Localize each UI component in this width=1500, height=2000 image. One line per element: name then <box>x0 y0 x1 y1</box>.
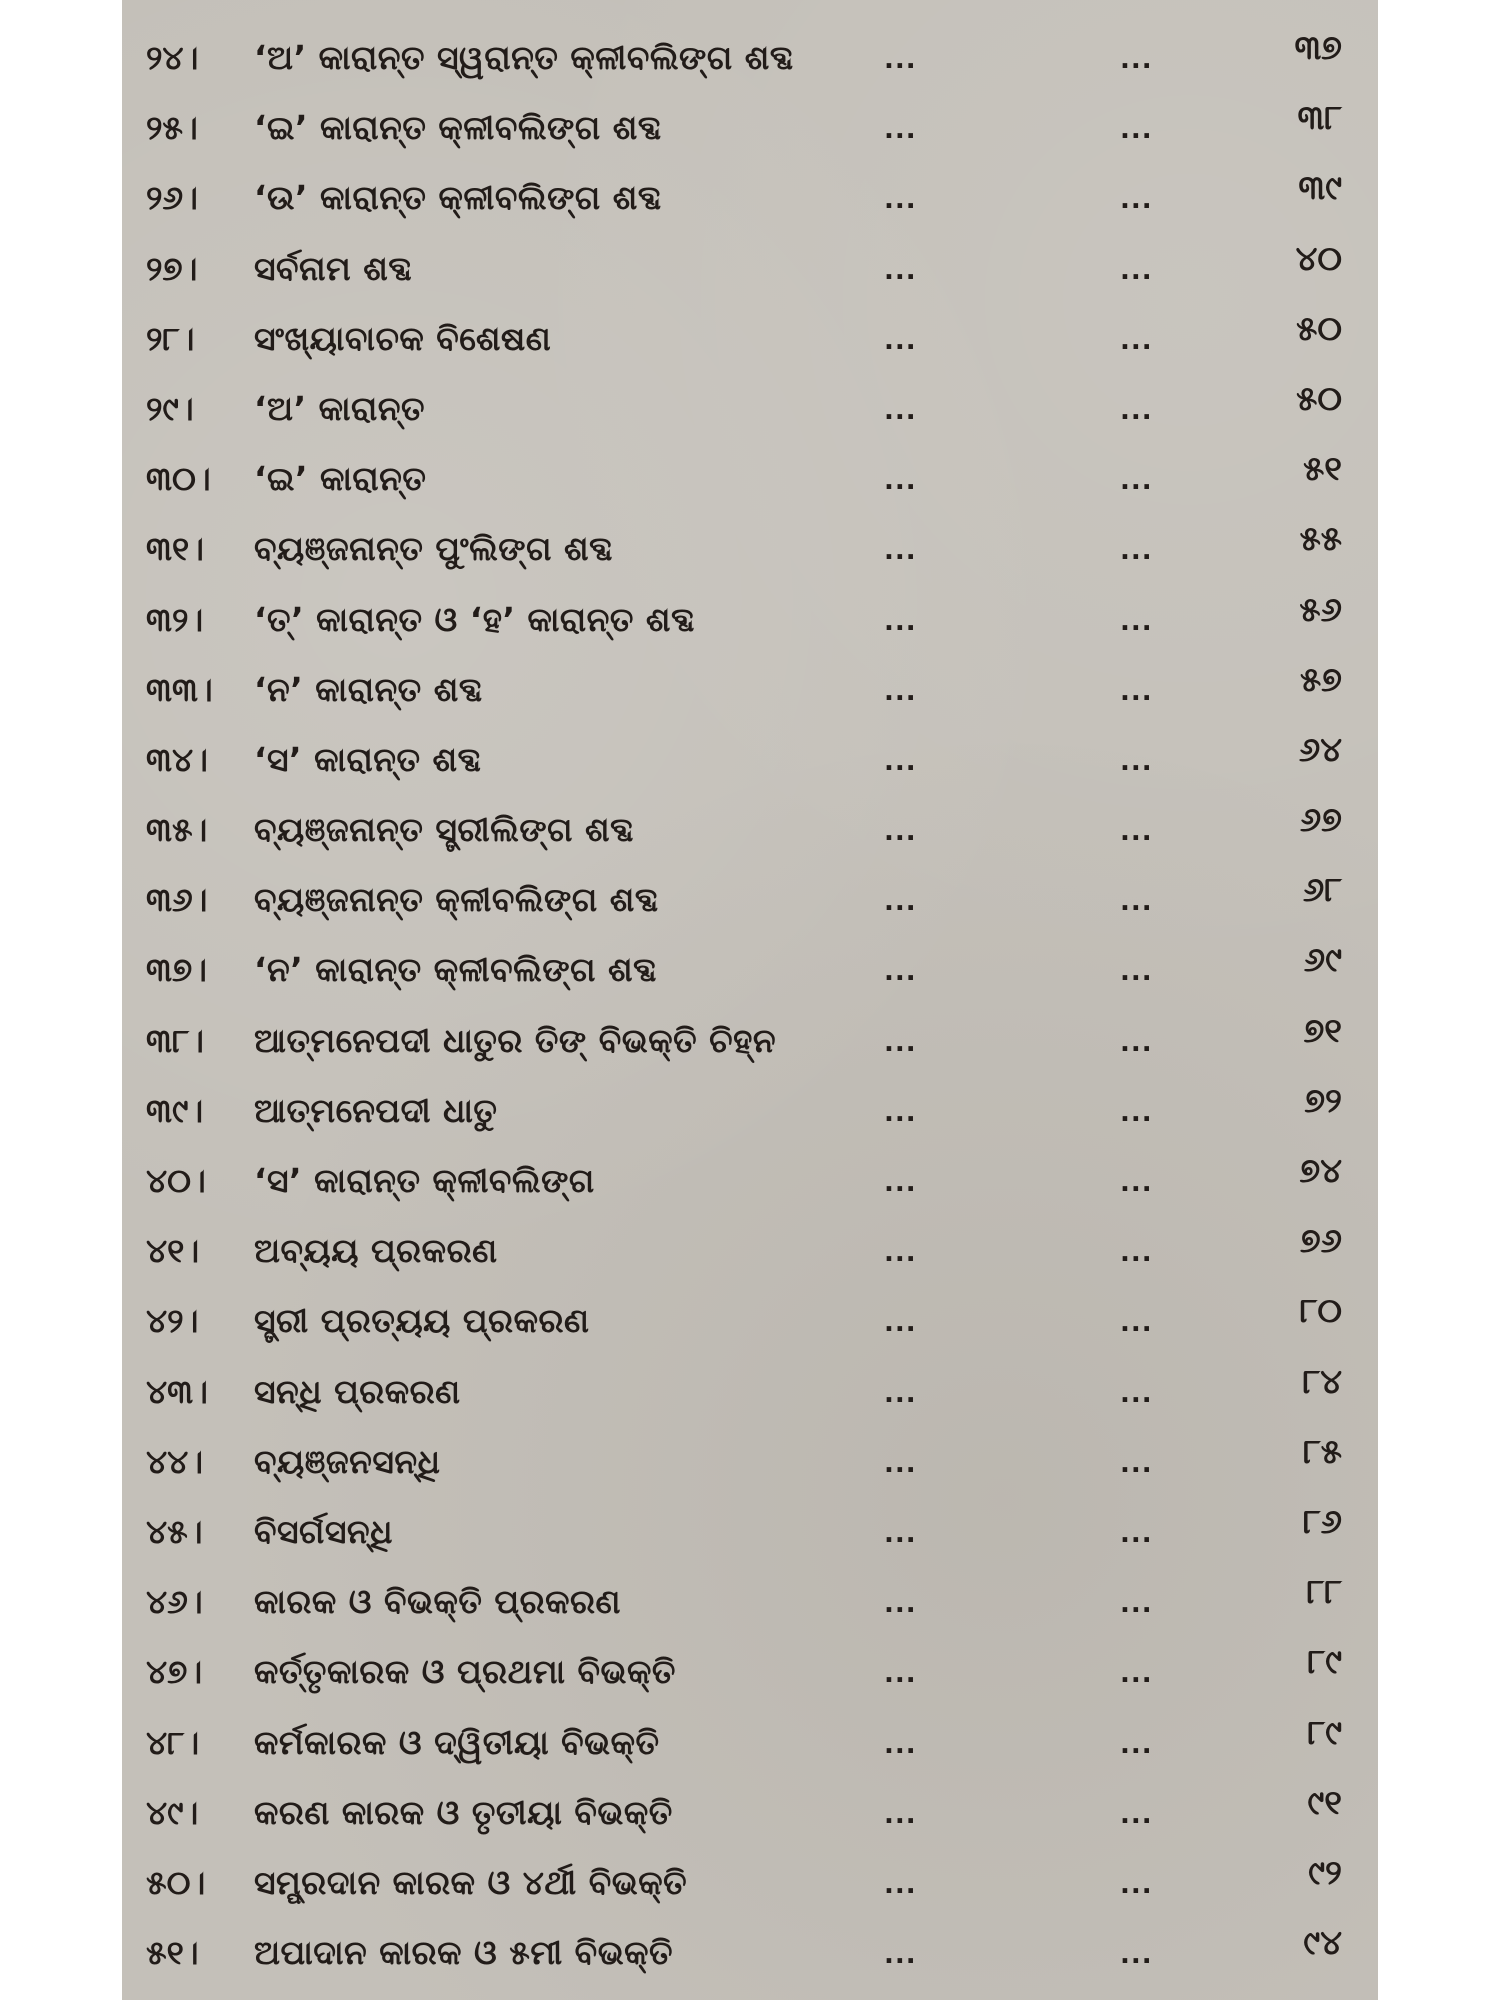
toc-entry-number: ୩୮। <box>146 1020 205 1060</box>
toc-entry-page: ୮୫ <box>1303 1431 1342 1472</box>
leader-dots: ... <box>884 45 917 75</box>
toc-entry-title: ‘ନ’ କାରାନ୍ତ କ୍ଳୀବଲିଙ୍ଗ ଶବ୍ଦ <box>254 950 657 990</box>
toc-entry-title: ‘ନ’ କାରାନ୍ତ ଶବ୍ଦ <box>254 669 483 709</box>
toc-entry-page: ୩୭ <box>1294 28 1342 68</box>
toc-entry-number: ୨୫। <box>146 108 198 148</box>
toc-entry <box>122 22 1378 92</box>
toc-entry-page: ୮୯ <box>1307 1712 1342 1753</box>
toc-entry-number: ୫୦। <box>146 1862 206 1902</box>
leader-dots: ... <box>884 536 917 567</box>
leader-dots: ... <box>884 1589 917 1620</box>
leader-dots: ... <box>884 1378 917 1409</box>
toc-entry-number: ୨୭। <box>146 248 198 288</box>
toc-entry <box>122 162 1378 232</box>
toc-entry-title: କରଣ କାରକ ଓ ତୃତୀୟା ବିଭକ୍ତି <box>254 1792 673 1832</box>
toc-entry-page: ୬୪ <box>1298 729 1342 770</box>
toc-entry <box>122 373 1378 443</box>
toc-entry <box>122 1566 1378 1636</box>
leader-dots: ... <box>1120 676 1153 707</box>
toc-entry <box>122 1496 1378 1566</box>
toc-entry-number: ୩୧। <box>146 529 204 569</box>
leader-dots: ... <box>1120 1378 1153 1409</box>
toc-entry-number: ୩୨। <box>146 599 204 639</box>
toc-entry-number: ୩୫। <box>146 810 208 850</box>
toc-entry-title: ଅବ୍ୟୟ ପ୍ରକରଣ <box>254 1231 498 1271</box>
toc-entry <box>122 1636 1378 1706</box>
toc-entry-page: ୫୦ <box>1296 378 1342 419</box>
toc-entry <box>122 303 1378 373</box>
toc-entry-number: ୩୭। <box>146 950 207 990</box>
leader-dots: ... <box>884 1729 917 1760</box>
leader-dots: ... <box>1120 1799 1153 1830</box>
toc-entry <box>122 443 1378 513</box>
leader-dots: ... <box>1120 1518 1153 1549</box>
toc-entry <box>122 724 1378 794</box>
toc-entry <box>122 1426 1378 1496</box>
toc-entry-title: ‘ଅ’ କାରାନ୍ତ <box>254 388 426 428</box>
toc-entry-number: ୩୯। <box>146 1090 204 1130</box>
leader-dots: ... <box>1120 1168 1153 1198</box>
leader-dots: ... <box>884 606 917 637</box>
toc-entry-title: ‘ସ’ କାରାନ୍ତ କ୍ଳୀବଲିଙ୍ଗ <box>254 1161 595 1200</box>
toc-entry-title: କର୍ତ୍ତୃକାରକ ଓ ପ୍ରଥମା ବିଭକ୍ତି <box>254 1652 676 1692</box>
leader-dots: ... <box>884 1097 917 1128</box>
toc-entry-title: ସଂଖ୍ୟାବାଚକ ବିଶେଷଣ <box>254 318 552 358</box>
toc-entry-title: ଆତ୍ମନେପଦୀ ଧାତୁର ତିଙ୍ ବିଭକ୍ତି ଚିହ୍ନ <box>254 1020 777 1060</box>
toc-entry-page: ୩୮ <box>1297 98 1342 139</box>
toc-entry-number: ୨୬। <box>146 178 199 218</box>
leader-dots: ... <box>884 185 917 216</box>
toc-entry-page: ୮୮ <box>1306 1572 1342 1613</box>
leader-dots: ... <box>884 1659 917 1690</box>
leader-dots: ... <box>1120 1448 1153 1479</box>
toc-entry-number: ୪୬। <box>146 1582 203 1622</box>
toc-entry-page: ୩୯ <box>1298 168 1342 209</box>
toc-entry-title: ସର୍ବନାମ ଶବ୍ଦ <box>254 248 413 288</box>
toc-entry <box>122 1145 1378 1215</box>
leader-dots: ... <box>884 1518 917 1549</box>
leader-dots: ... <box>1120 1238 1153 1269</box>
toc-entry-page: ୭୪ <box>1299 1151 1342 1191</box>
leader-dots: ... <box>884 255 917 286</box>
leader-dots: ... <box>1120 887 1153 918</box>
leader-dots: ... <box>1120 1589 1153 1620</box>
toc-entry-number: ୪୧। <box>146 1231 200 1271</box>
toc-entry-number: ୨୯। <box>146 388 194 428</box>
toc-entry <box>122 1285 1378 1355</box>
toc-entry-page: ୫୦ <box>1296 308 1342 349</box>
leader-dots: ... <box>1120 1869 1153 1900</box>
leader-dots: ... <box>884 957 917 988</box>
leader-dots: ... <box>1120 1659 1153 1690</box>
toc-entry-page: ୫୬ <box>1299 589 1342 630</box>
book-page <box>122 0 1378 2000</box>
toc-entry <box>122 1917 1378 1987</box>
toc-entry-number: ୩୩। <box>146 669 213 709</box>
toc-entry-number: ୩୦। <box>146 459 211 499</box>
toc-entry <box>122 1847 1378 1917</box>
toc-entry-number: ୩୪। <box>146 739 208 779</box>
leader-dots: ... <box>884 1238 917 1269</box>
toc-entry <box>122 584 1378 654</box>
toc-entry <box>122 1005 1378 1075</box>
toc-entry-title: ସ୍ତ୍ରୀ ପ୍ରତ୍ୟୟ ପ୍ରକରଣ <box>254 1301 590 1341</box>
toc-entry-page: ୬୭ <box>1299 800 1342 841</box>
leader-dots: ... <box>1120 746 1153 777</box>
toc-entry-page: ୯୪ <box>1303 1923 1342 1964</box>
toc-entry <box>122 233 1378 303</box>
toc-entry-number: ୪୪। <box>146 1441 204 1481</box>
toc-entry-title: ବ୍ୟଞ୍ଜନାନ୍ତ କ୍ଳୀବଲିଙ୍ଗ ଶବ୍ଦ <box>254 880 659 920</box>
toc-entry-title: କର୍ମକାରକ ଓ ଦ୍ୱିତୀୟା ବିଭକ୍ତି <box>254 1722 660 1762</box>
toc-entry-number: ୨୮। <box>146 318 195 358</box>
leader-dots: ... <box>1120 395 1153 426</box>
toc-entry-page: ୮୪ <box>1302 1361 1342 1402</box>
toc-entry-page: ୫୫ <box>1299 519 1342 560</box>
toc-entry <box>122 1356 1378 1426</box>
toc-entry-page: ୪୦ <box>1295 238 1342 279</box>
leader-dots: ... <box>884 1308 917 1339</box>
toc-entry-number: ୪୦। <box>146 1161 206 1200</box>
leader-dots: ... <box>1120 1940 1153 1971</box>
toc-entry-number: ୨୪। <box>146 38 199 77</box>
toc-entry-number: ୪୯। <box>146 1792 199 1832</box>
leader-dots: ... <box>1120 606 1153 637</box>
toc-entry-title: ‘ସ’ କାରାନ୍ତ ଶବ୍ଦ <box>254 739 482 779</box>
toc-entry-page: ୫୧ <box>1303 449 1342 490</box>
leader-dots: ... <box>884 817 917 848</box>
leader-dots: ... <box>884 466 917 497</box>
leader-dots: ... <box>884 746 917 777</box>
toc-entry <box>122 1075 1378 1145</box>
leader-dots: ... <box>1120 536 1153 567</box>
toc-entry-page: ୯୧ <box>1307 1782 1342 1823</box>
leader-dots: ... <box>884 1940 917 1971</box>
table-of-contents <box>122 22 1378 1987</box>
toc-entry <box>122 794 1378 864</box>
toc-entry <box>122 934 1378 1004</box>
leader-dots: ... <box>1120 1729 1153 1760</box>
leader-dots: ... <box>1120 185 1153 216</box>
leader-dots: ... <box>1120 817 1153 848</box>
leader-dots: ... <box>884 1448 917 1479</box>
toc-entry-page: ୮୦ <box>1299 1291 1342 1332</box>
leader-dots: ... <box>884 1869 917 1900</box>
leader-dots: ... <box>1120 45 1153 75</box>
leader-dots: ... <box>884 1027 917 1058</box>
toc-entry-title: ‘ଅ’ କାରାନ୍ତ ସ୍ୱରାନ୍ତ କ୍ଳୀବଲିଙ୍ଗ ଶବ୍ଦ <box>254 38 794 77</box>
toc-entry-title: ‘ଉ’ କାରାନ୍ତ କ୍ଳୀବଲିଙ୍ଗ ଶବ୍ଦ <box>254 178 662 218</box>
toc-entry-title: ‘ଇ’ କାରାନ୍ତ <box>254 459 427 499</box>
leader-dots: ... <box>1120 466 1153 497</box>
toc-entry <box>122 513 1378 583</box>
leader-dots: ... <box>1120 255 1153 286</box>
toc-entry-page: ୫୭ <box>1299 659 1342 700</box>
toc-entry-title: ସନ୍ଧି ପ୍ରକରଣ <box>254 1371 461 1411</box>
leader-dots: ... <box>884 395 917 426</box>
toc-entry-title: ବ୍ୟଞ୍ଜନାନ୍ତ ସ୍ତ୍ରୀଲିଙ୍ଗ ଶବ୍ଦ <box>254 810 634 850</box>
toc-entry-title: ‘ତ୍’ କାରାନ୍ତ ଓ ‘ହ’ କାରାନ୍ତ ଶବ୍ଦ <box>254 599 695 639</box>
toc-entry-title: ‘ଇ’ କାରାନ୍ତ କ୍ଳୀବଲିଙ୍ଗ ଶବ୍ଦ <box>254 108 662 148</box>
toc-entry-page: ୭୧ <box>1303 1010 1342 1051</box>
toc-entry-title: ବ୍ୟଞ୍ଜନାନ୍ତ ପୁଂଲିଙ୍ଗ ଶବ୍ଦ <box>254 529 613 569</box>
toc-entry-page: ୭୬ <box>1299 1221 1342 1262</box>
toc-entry-number: ୪୮। <box>146 1722 200 1762</box>
toc-entry-page: ୯୨ <box>1308 1852 1342 1893</box>
leader-dots: ... <box>884 115 917 146</box>
leader-dots: ... <box>1120 1027 1153 1058</box>
toc-entry-title: ଅପାଦାନ କାରକ ଓ ୫ମୀ ବିଭକ୍ତି <box>254 1933 674 1973</box>
leader-dots: ... <box>1120 325 1153 356</box>
toc-entry-number: ୪୨। <box>146 1301 199 1341</box>
toc-entry-page: ୬୮ <box>1302 870 1342 911</box>
leader-dots: ... <box>1120 957 1153 988</box>
toc-entry <box>122 864 1378 934</box>
leader-dots: ... <box>884 1168 917 1198</box>
toc-entry-title: ବିସର୍ଗସନ୍ଧି <box>254 1511 393 1551</box>
leader-dots: ... <box>884 1799 917 1830</box>
toc-entry-page: ୬୯ <box>1303 940 1342 981</box>
toc-entry <box>122 92 1378 162</box>
leader-dots: ... <box>884 325 917 356</box>
leader-dots: ... <box>1120 1097 1153 1128</box>
toc-entry-number: ୪୭। <box>146 1652 203 1692</box>
toc-entry-page: ୮୯ <box>1307 1642 1342 1683</box>
toc-entry <box>122 1777 1378 1847</box>
toc-entry-number: ୫୧। <box>146 1933 199 1973</box>
toc-entry-title: ବ୍ୟଞ୍ଜନସନ୍ଧି <box>254 1441 441 1481</box>
leader-dots: ... <box>884 887 917 918</box>
toc-entry <box>122 654 1378 724</box>
leader-dots: ... <box>1120 115 1153 146</box>
leader-dots: ... <box>884 676 917 707</box>
toc-entry-title: ଆତ୍ମନେପଦୀ ଧାତୁ <box>254 1090 498 1130</box>
toc-entry-number: ୩୬। <box>146 880 208 920</box>
toc-entry-page: ୭୨ <box>1304 1080 1342 1121</box>
toc-entry-title: ସମ୍ପ୍ରଦାନ କାରକ ଓ ୪ର୍ଥୀ ବିଭକ୍ତି <box>254 1862 688 1902</box>
toc-entry <box>122 1215 1378 1285</box>
toc-entry <box>122 1707 1378 1777</box>
leader-dots: ... <box>1120 1308 1153 1339</box>
toc-entry-title: କାରକ ଓ ବିଭକ୍ତି ପ୍ରକରଣ <box>254 1582 621 1622</box>
toc-entry-number: ୪୩। <box>146 1371 208 1411</box>
toc-entry-number: ୪୫। <box>146 1511 203 1551</box>
toc-entry-page: ୮୬ <box>1302 1501 1342 1542</box>
